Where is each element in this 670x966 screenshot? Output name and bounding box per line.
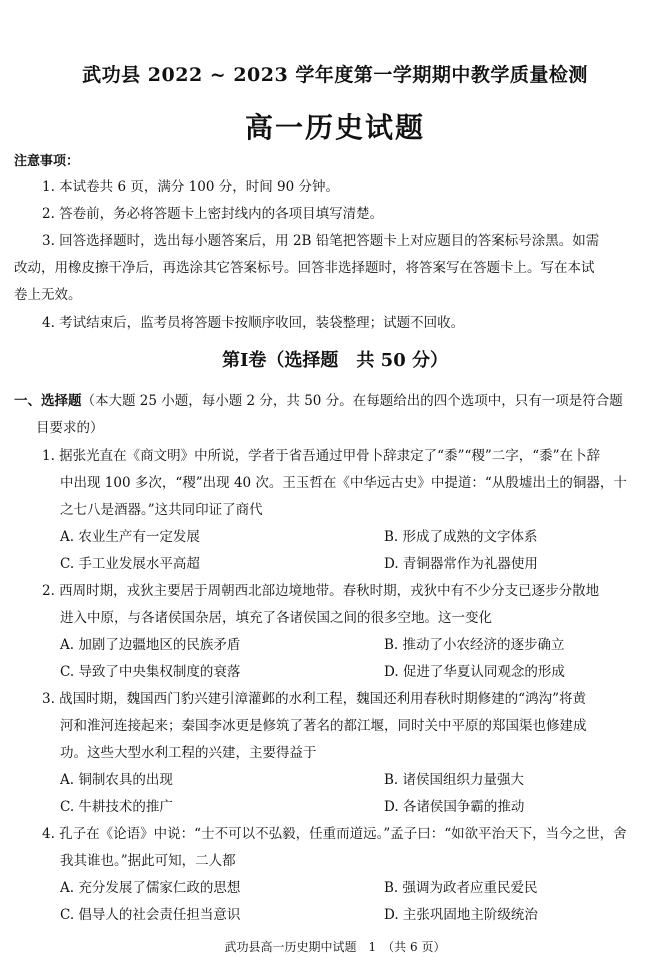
question-text: 我其谁也。”据此可知，二人都 <box>60 853 236 869</box>
option-a: A. 充分发展了儒家仁政的思想 <box>60 880 241 896</box>
option-b: B. 强调为政者应重民爱民 <box>384 880 538 896</box>
option-d: D. 促进了华夏认同观念的形成 <box>384 664 565 680</box>
question-text: 进入中原，与各诸侯国杂居，填充了各诸侯国之间的很多空地。这一变化 <box>60 610 492 626</box>
option-b: B. 诸侯国组织力量强大 <box>384 772 525 788</box>
notes-heading: 注意事项： <box>14 154 80 169</box>
note-item: 1. 本试卷共 6 页，满分 100 分，时间 90 分钟。 <box>42 179 339 195</box>
option-a: A. 农业生产有一定发展 <box>60 529 200 545</box>
question-text: 功。这些大型水利工程的兴建，主要得益于 <box>60 745 317 761</box>
option-b: B. 形成了成熟的文字体系 <box>384 529 538 545</box>
exam-header: 武功县 2022 ~ 2023 学年度第一学期期中教学质量检测 <box>82 64 588 86</box>
part-intro <box>14 388 623 414</box>
option-d: D. 各诸侯国争霸的推动 <box>384 799 525 815</box>
exam-title: 高一历史试题 <box>244 111 425 144</box>
question-text: 1. 据张光直在《商文明》中所说，学者于省吾通过甲骨卜辞隶定了“黍”“稷”二字，“黍”在卜辞 <box>42 448 601 464</box>
note-item: 卷上无效。 <box>14 287 82 303</box>
part-description: （本大题 25 小题，每小题 2 分，共 50 分。在每题给出的四个选项中，只有一项是符合题 <box>81 393 623 409</box>
page-footer: 武功县高一历史期中试题 1 （共 6 页） <box>224 940 446 954</box>
option-c: C. 手工业发展水平高超 <box>60 556 200 572</box>
part-label: 一、选择题 <box>14 393 82 409</box>
option-d: D. 青铜器常作为礼器使用 <box>384 556 538 572</box>
question-text: 之七八是酒器。”这共同印证了商代 <box>60 502 263 518</box>
option-c: C. 牛耕技术的推广 <box>60 799 173 815</box>
note-item: 2. 答卷前，务必将答题卡上密封线内的各项目填写清楚。 <box>42 206 384 222</box>
note-item: 4. 考试结束后，监考员将答题卡按顺序收回，装袋整理；试题不回收。 <box>42 315 465 331</box>
section-title: 第Ⅰ卷（选择题 共 50 分） <box>221 350 448 371</box>
option-a: A. 铜制农具的出现 <box>60 772 173 788</box>
question-text: 河和淮河连接起来；秦国李冰更是修筑了著名的都江堰，同时关中平原的郑国渠也修建成 <box>60 718 587 734</box>
question-text: 2. 西周时期，戎狄主要居于周朝西北部边境地带。春秋时期，戎狄中有不少分支已逐步分散地 <box>42 583 600 599</box>
option-c: C. 倡导人的社会责任担当意识 <box>60 907 241 923</box>
option-b: B. 推动了小农经济的逐步确立 <box>384 637 565 653</box>
part-description-cont: 目要求的） <box>36 420 104 436</box>
note-item: 改动，用橡皮擦干净后，再选涂其它答案标号。回答非选择题时，将答案写在答题卡上。写在本试 <box>14 260 595 276</box>
option-c: C. 导致了中央集权制度的衰落 <box>60 664 241 680</box>
note-item: 3. 回答选择题时，选出每小题答案后，用 2B 铅笔把答题卡上对应题目的答案标号涂黑。如需 <box>42 233 600 249</box>
question-text: 中出现 100 多次，“稷”出现 40 次。王玉哲在《中华远古史》中提道：“从殷墟出土的铜器，十 <box>60 475 627 491</box>
option-d: D. 主张巩固地主阶级统治 <box>384 907 538 923</box>
question-text: 4. 孔子在《论语》中说：“士不可以不弘毅，任重而道远。”孟子曰：“如欲平治天下，当今之世，舍 <box>42 826 627 842</box>
question-text: 3. 战国时期，魏国西门豹兴建引漳灌邺的水利工程，魏国还利用春秋时期修建的“鸿沟”将黄 <box>42 691 586 707</box>
option-a: A. 加剧了边疆地区的民族矛盾 <box>60 637 241 653</box>
